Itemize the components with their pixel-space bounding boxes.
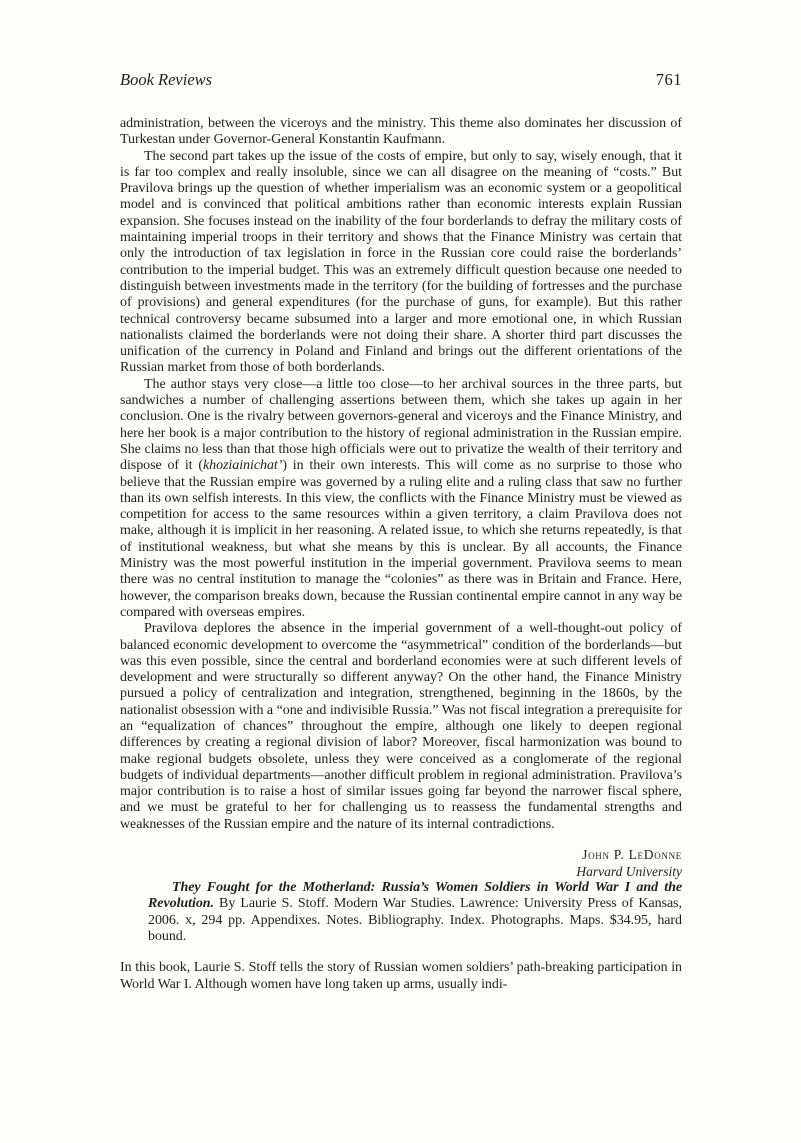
page-number: 761 bbox=[655, 70, 682, 89]
reviewer-name: John P. LeDonne bbox=[582, 847, 682, 863]
citation-details: By Laurie S. Stoff. Modern War Studies. Lawrence: University Press of Kansas, 2006. x, 294 pp. Appendixes. Notes. Bibliography. Index. Photographs. Maps. $34.95, hard bound. bbox=[148, 896, 682, 944]
paragraph-continuation: administration, between the viceroys and the ministry. This theme also dominates her discussion of Turkestan under Governor-General Konstantin Kaufmann. bbox=[120, 116, 682, 148]
book-citation bbox=[120, 880, 682, 945]
running-head-title: Book Reviews bbox=[120, 70, 213, 89]
paragraph-economic-policy: Pravilova deplores the absence in the imperial government of a well-thought-out policy of balanced economic development to overcome the “asymmetrical” condition of the borderlands—but was this even possible, since the central and borderland economies were at such different levels of development and were structurally so different anyway? On the other hand, the Finance Ministry pursued a policy of centralization and integration, strengthened, beginning in the 1860s, by the nationalist obsession with a “one and indivisible Russia.” Was not fiscal integration a prerequisite for an “equalization of chances” throughout the empire, although one likely to deepen regional differences by creating a regional division of labor? Moreover, fiscal harmonization was bound to make regional budgets obsolete, unless they were conceived as a conglomerate of the regional budgets of individual departments—another difficult problem in regional administration. Pravilova’s major contribution is to raise a host of similar issues going far beyond the narrower fiscal sphere, and we must be grateful to her for challenging us to reassess the fundamental strengths and weaknesses of the Russian empire and the nature of its internal contradictions. bbox=[120, 621, 682, 832]
paragraph-archival-sources bbox=[120, 377, 682, 621]
book-review-ledonne bbox=[120, 116, 682, 993]
reviewer-affiliation: Harvard University bbox=[576, 863, 682, 879]
reviewer-signature bbox=[120, 847, 682, 880]
book-title: They Fought for the Motherland: Russia’s Women Soldiers in World War I and the Revolution. bbox=[148, 880, 682, 912]
running-head bbox=[120, 0, 682, 90]
paragraph-text: The author stays very close—a little too close—to her archival sources in the three parts, but sandwiches a number of challenging assertions between them, which she takes up again in her conclusion. One is the rivalry between governors-general and viceroys and the Finance Ministry, and here her book is a major contribution to the history of regional administration in the Russian empire. She claims no less than that those high officials were out to privatize the wealth of their territory and dispose of it ( bbox=[120, 376, 682, 474]
paragraph-text: ) in their own interests. This will come as no surprise to those who believe that the Russian empire was governed by a ruling elite and a ruling class that saw no further than its own selfish interests. In this view, the conflicts with the Finance Ministry must be viewed as competition for access to the same resources within a given territory, a claim Pravilova does not make, although it is implicit in her reasoning. A related issue, to which she returns repeatedly, is that of institutional weakness, but what she means by this is unclear. By all accounts, the Finance Ministry was the most powerful institution in the imperial government. Pravilova seems to mean there was no central institution to manage the “colonies” as there was in Britain and France. Here, however, the comparison breaks down, because the Russian continental empire cannot in any way be compared with overseas empires. bbox=[120, 458, 682, 620]
paragraph-costs-of-empire: The second part takes up the issue of the costs of empire, but only to say, wisely enough, that it is far too complex and really insoluble, since we can all disagree on the meaning of “costs.” But Pravilova brings up the question of whether imperialism was an economic system or a geopolitical model and is convinced that political ambitions rather than economic interests explain Russian expansion. She focuses instead on the inability of the four borderlands to defray the military costs of maintaining imperial troops in their territory and shows that the Finance Ministry was certain that only the introduction of tax legislation in force in the Russian core could raise the borderlands’ contribution to the imperial budget. This was an extremely difficult question because one needed to distinguish between investments made in the territory (for the building of fortresses and the purchase of provisions) and general expenditures (for the purchase of guns, for example). But this rather technical controversy became subsumed into a larger and more emotional one, in which Russian nationalists claimed the borderlands were not doing their share. A shorter third part discusses the unification of the currency in Poland and Finland and brings out the different orientations of the Russian market from those of both borderlands. bbox=[120, 148, 682, 376]
paragraph-review-opening: In this book, Laurie S. Stoff tells the story of Russian women soldiers’ path-breaking participation in World War I. Although women have long taken up arms, usually indi- bbox=[120, 960, 682, 992]
transliterated-term: khoziainichat’ bbox=[202, 458, 283, 474]
text-column bbox=[120, 0, 682, 993]
